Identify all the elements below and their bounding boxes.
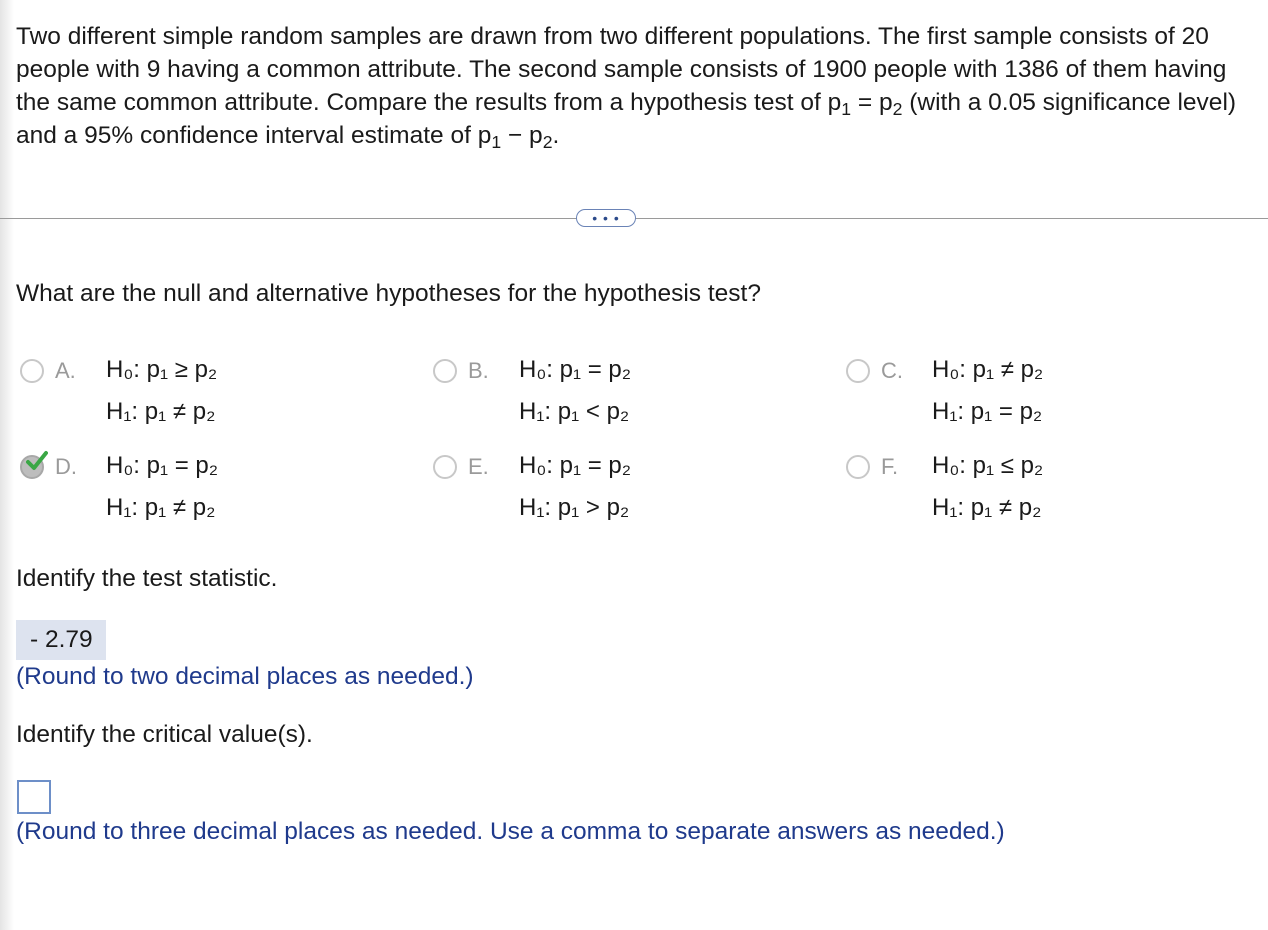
question-text: Two different simple random samples are drawn from two different populations. The first sample consists of 20 people with 9 having a common attribute. The second sample consists of 1900 people with 1386 of them having the same common attribute. Compare the results from a hypothesis test of $p_1 = p_2$ (with a 0.05 significance level) and a 95% confidence interval estimate of $p_1 - p_2$. bbox=[16, 23, 1237, 152]
option-d[interactable] bbox=[20, 452, 380, 522]
option-f[interactable] bbox=[846, 452, 1206, 522]
test-statistic-answer[interactable]: - 2.79 bbox=[16, 620, 106, 660]
option-letter: B. bbox=[468, 358, 489, 383]
alternative-hypothesis: H₁: p₁ ≠ p₂ bbox=[932, 494, 1042, 521]
option-letter: F. bbox=[881, 454, 899, 479]
checkmark-icon bbox=[26, 450, 48, 472]
null-hypothesis: H₀: p₁ = p₂ bbox=[106, 452, 219, 479]
critical-values-hint: (Round to three decimal places as needed. Use a comma to separate answers as needed.) bbox=[16, 818, 1005, 845]
radio-b[interactable] bbox=[433, 359, 457, 383]
option-a[interactable] bbox=[20, 356, 380, 426]
radio-c[interactable] bbox=[846, 359, 870, 383]
radio-f[interactable] bbox=[846, 455, 870, 479]
null-hypothesis: H₀: p₁ ≤ p₂ bbox=[932, 452, 1044, 479]
null-hypothesis: H₀: p₁ = p₂ bbox=[519, 452, 632, 479]
alternative-hypothesis: H₁: p₁ ≠ p₂ bbox=[106, 494, 216, 521]
radio-a[interactable] bbox=[20, 359, 44, 383]
null-hypothesis: H₀: p₁ ≠ p₂ bbox=[932, 356, 1044, 383]
option-c[interactable] bbox=[846, 356, 1206, 426]
option-letter: C. bbox=[881, 358, 903, 383]
critical-values-input[interactable] bbox=[17, 780, 51, 814]
alternative-hypothesis: H₁: p₁ ≠ p₂ bbox=[106, 398, 216, 425]
alternative-hypothesis: H₁: p₁ < p₂ bbox=[519, 398, 630, 425]
option-e[interactable] bbox=[433, 452, 793, 522]
null-hypothesis: H₀: p₁ = p₂ bbox=[519, 356, 632, 383]
radio-e[interactable] bbox=[433, 455, 457, 479]
option-b[interactable] bbox=[433, 356, 793, 426]
option-letter: A. bbox=[55, 358, 76, 383]
null-hypothesis: H₀: p₁ ≥ p₂ bbox=[106, 356, 218, 383]
alternative-hypothesis: H₁: p₁ > p₂ bbox=[519, 494, 630, 521]
hypotheses-prompt: What are the null and alternative hypotheses for the hypothesis test? bbox=[16, 280, 761, 307]
left-edge-shade bbox=[0, 0, 14, 930]
critical-values-prompt: Identify the critical value(s). bbox=[16, 721, 313, 748]
alternative-hypothesis: H₁: p₁ = p₂ bbox=[932, 398, 1043, 425]
test-statistic-prompt: Identify the test statistic. bbox=[16, 565, 278, 592]
expand-more-button[interactable]: • • • bbox=[576, 209, 636, 227]
test-statistic-hint: (Round to two decimal places as needed.) bbox=[16, 663, 474, 690]
option-letter: D. bbox=[55, 454, 77, 479]
option-letter: E. bbox=[468, 454, 489, 479]
